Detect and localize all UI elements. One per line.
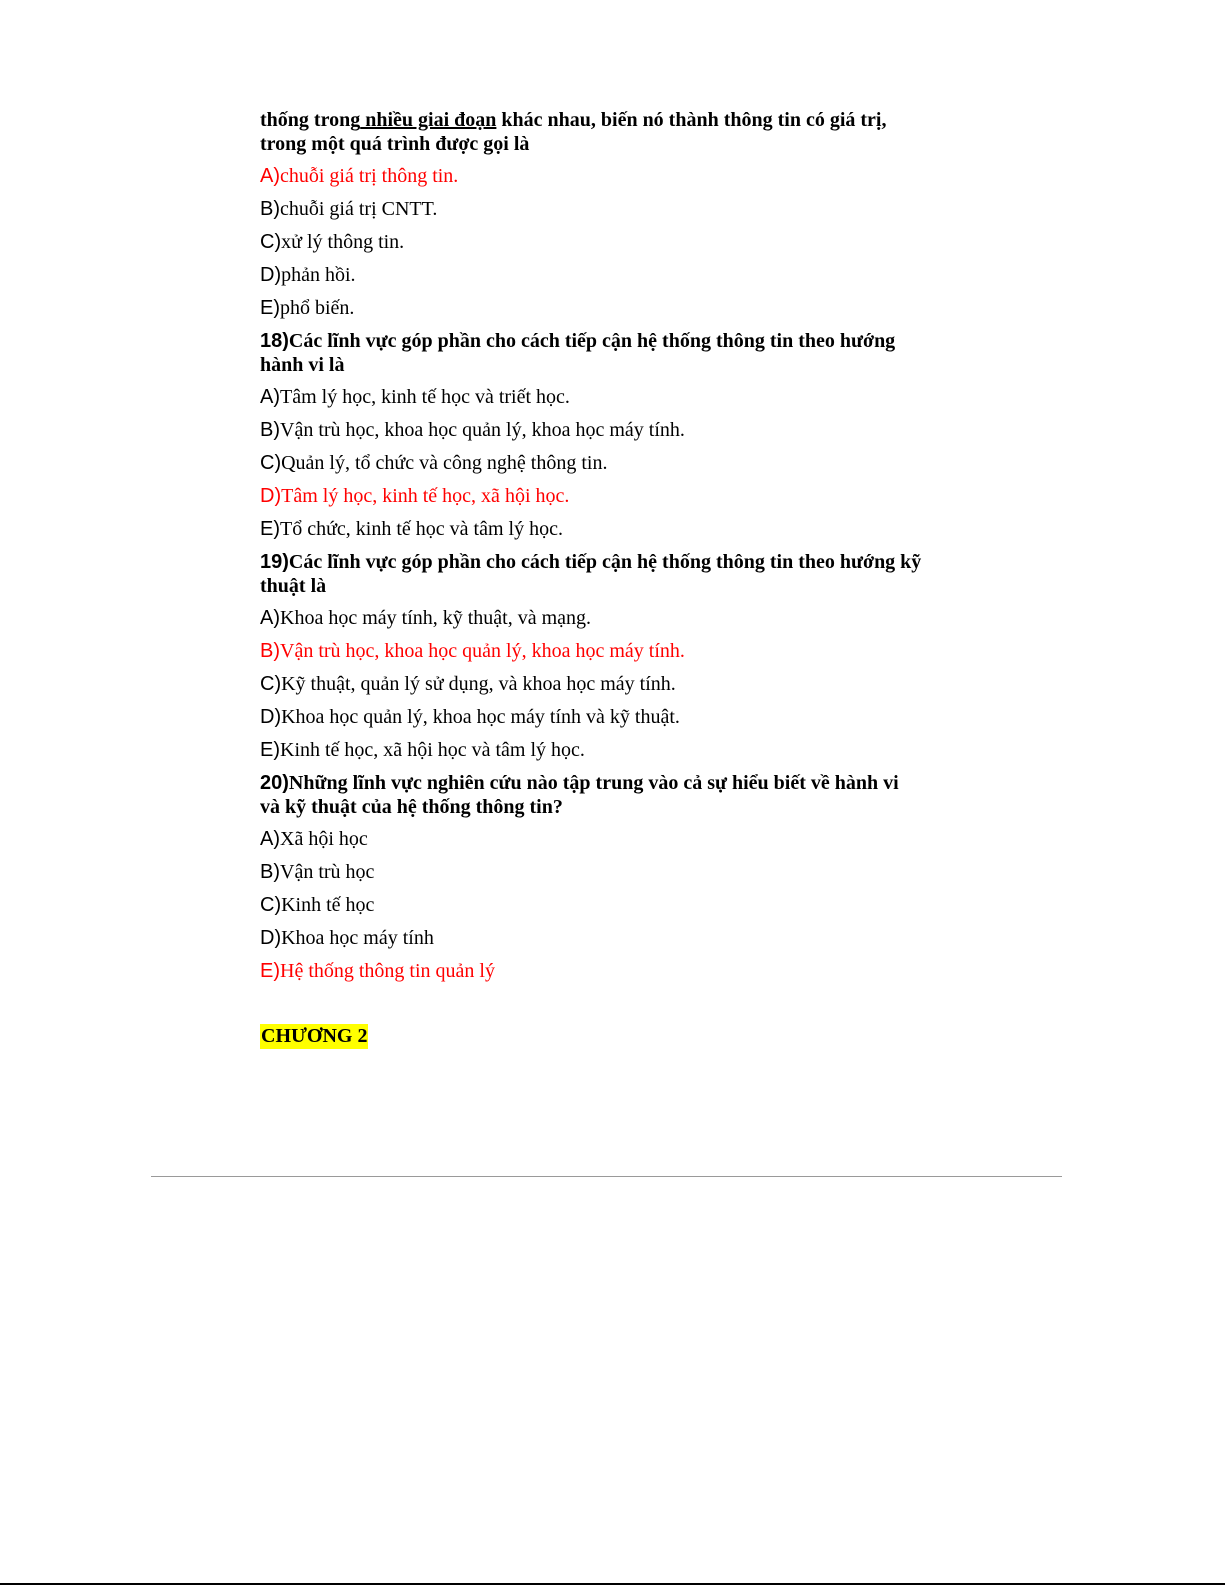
answer-option (260, 230, 960, 255)
question-number: 18) (260, 330, 289, 352)
answer-option (260, 517, 960, 542)
option-letter: A) (260, 165, 280, 187)
option-letter: D) (260, 927, 282, 949)
option-letter: D) (260, 485, 282, 507)
option-letter: C) (260, 673, 282, 695)
answer-option (260, 860, 960, 885)
option-text: Kỹ thuật, quản lý sử dụng, và khoa học máy tính. (281, 673, 676, 695)
option-text: Kinh tế học (281, 894, 375, 916)
option-letter: B) (260, 640, 280, 662)
option-letter: B) (260, 198, 280, 220)
answer-option (260, 705, 960, 730)
option-text: phản hồi. (281, 264, 356, 286)
question-text: Những lĩnh vực nghiên cứu nào tập trung vào cả sự hiểu biết về hành vi (288, 772, 899, 794)
answer-option-correct (260, 959, 960, 984)
answer-option-correct (260, 484, 960, 509)
question-text: trong một quá trình được gọi là (260, 133, 530, 155)
answer-option (260, 418, 960, 443)
answer-option (260, 672, 960, 697)
answer-option (260, 296, 960, 321)
answer-list (260, 385, 960, 542)
answer-option (260, 263, 960, 288)
question-text: Các lĩnh vực góp phần cho cách tiếp cận hệ thống thông tin theo hướng kỹ (288, 551, 922, 573)
option-text: Kinh tế học, xã hội học và tâm lý học. (280, 739, 585, 761)
option-text: Xã hội học (280, 828, 368, 850)
option-text: Khoa học máy tính (281, 927, 434, 949)
answer-option (260, 197, 960, 222)
option-letter: C) (260, 894, 282, 916)
question-text: khác nhau, biến nó thành thông tin có giá trị, (496, 109, 887, 131)
question-text: Các lĩnh vực góp phần cho cách tiếp cận hệ thống thông tin theo hướng (288, 330, 896, 352)
option-text: Tổ chức, kinh tế học và tâm lý học. (280, 518, 563, 540)
option-text: Vận trù học, khoa học quản lý, khoa học máy tính. (280, 640, 685, 662)
page-divider (151, 1176, 1062, 1177)
option-letter: E) (260, 739, 280, 761)
option-letter: E) (260, 518, 280, 540)
option-text: chuỗi giá trị thông tin. (280, 165, 459, 187)
question-text: và kỹ thuật của hệ thống thông tin? (260, 796, 563, 818)
option-letter: C) (260, 231, 282, 253)
question-18 (260, 329, 960, 377)
answer-option-correct (260, 164, 960, 189)
answer-option (260, 738, 960, 763)
answer-list (260, 606, 960, 763)
option-letter: B) (260, 861, 280, 883)
question-number: 19) (260, 551, 289, 573)
question-text: hành vi là (260, 354, 345, 376)
answer-list (260, 827, 960, 984)
question-text: thuật là (260, 575, 327, 597)
answer-list (260, 164, 960, 321)
option-letter: E) (260, 960, 280, 982)
question-text: thống trong (260, 109, 361, 131)
option-letter: D) (260, 264, 282, 286)
option-text: phổ biến. (280, 297, 355, 319)
option-text: Tâm lý học, kinh tế học, xã hội học. (281, 485, 570, 507)
option-text: Vận trù học, khoa học quản lý, khoa học máy tính. (280, 419, 685, 441)
option-letter: D) (260, 706, 282, 728)
option-text: chuỗi giá trị CNTT. (280, 198, 438, 220)
question-number: 20) (260, 772, 289, 794)
option-letter: C) (260, 452, 282, 474)
answer-option-correct (260, 639, 960, 664)
option-letter: A) (260, 386, 280, 408)
option-letter: B) (260, 419, 280, 441)
question-19 (260, 550, 960, 598)
option-text: Khoa học máy tính, kỹ thuật, và mạng. (280, 607, 592, 629)
answer-option (260, 451, 960, 476)
question-17-continuation (260, 108, 960, 156)
option-text: Quản lý, tổ chức và công nghệ thông tin. (281, 452, 608, 474)
option-letter: E) (260, 297, 280, 319)
answer-option (260, 385, 960, 410)
option-text: Vận trù học (280, 861, 375, 883)
option-text: Tâm lý học, kinh tế học và triết học. (280, 386, 570, 408)
underlined-phrase: nhiều giai đoạn (360, 109, 497, 131)
question-20 (260, 771, 960, 819)
option-letter: A) (260, 828, 280, 850)
option-text: Khoa học quản lý, khoa học máy tính và kỹ thuật. (281, 706, 680, 728)
chapter-heading: CHƯƠNG 2 (261, 1025, 368, 1047)
option-letter: A) (260, 607, 280, 629)
answer-option (260, 827, 960, 852)
answer-option (260, 606, 960, 631)
quiz-content (260, 104, 960, 992)
answer-option (260, 926, 960, 951)
option-text: xử lý thông tin. (281, 231, 405, 253)
option-text: Hệ thống thông tin quản lý (280, 960, 495, 982)
answer-option (260, 893, 960, 918)
